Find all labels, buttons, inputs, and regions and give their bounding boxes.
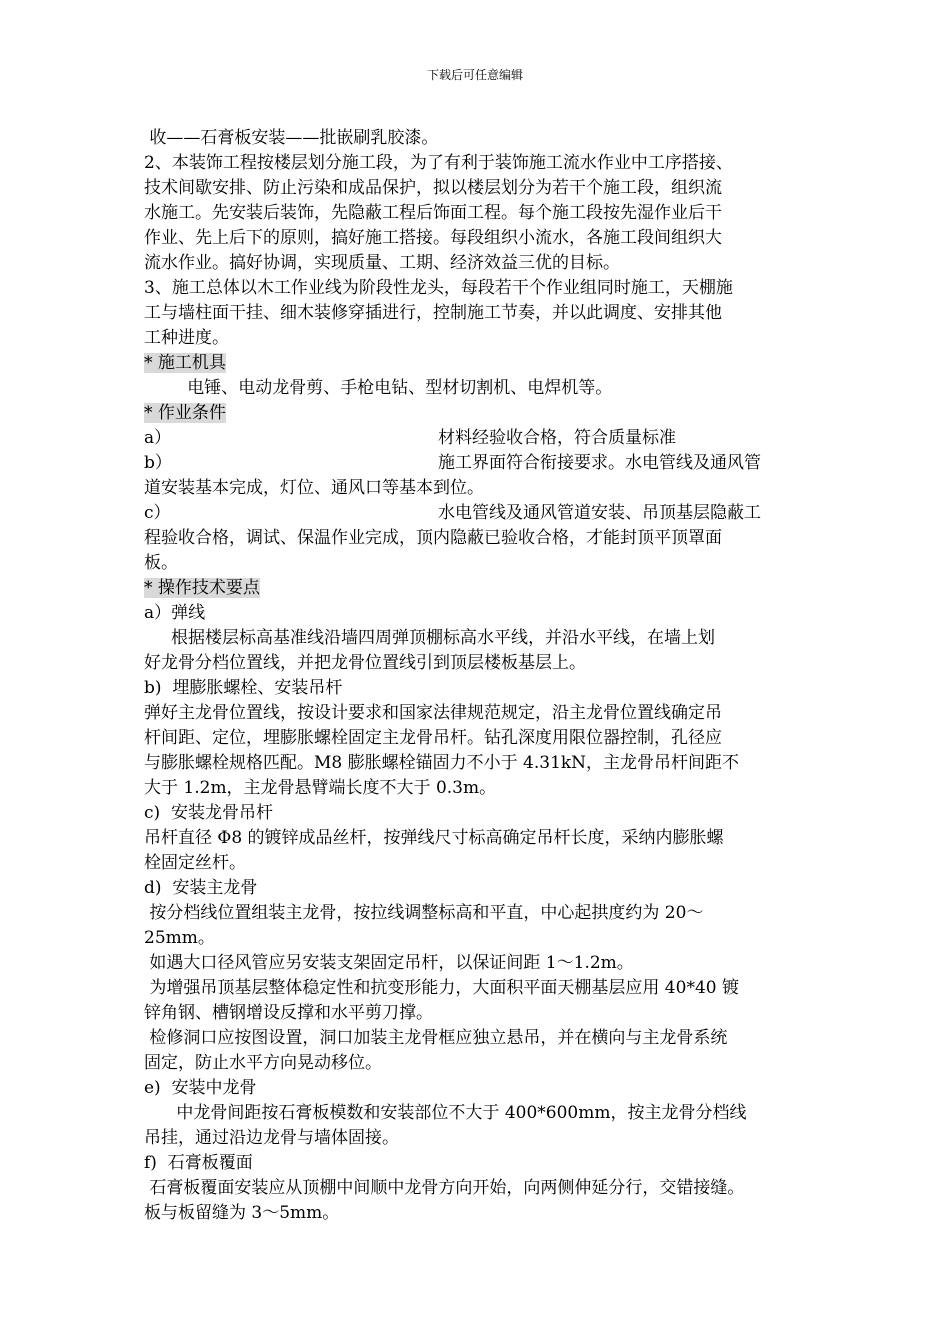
text-line <box>144 451 814 476</box>
line-text: 检修洞口应按图设置，洞口加装主龙骨框应独立悬吊，并在横向与主龙骨系统 <box>144 1028 728 1048</box>
line-text: 道安装基本完成，灯位、通风口等基本到位。 <box>144 478 484 498</box>
text-line <box>144 1001 814 1026</box>
text-line <box>144 751 814 776</box>
list-label: b） <box>144 453 172 473</box>
text-line <box>144 826 814 851</box>
line-text: 3、施工总体以木工作业线为阶段性龙头，每段若干个作业组同时施工，天棚施 <box>144 278 733 298</box>
text-line <box>144 1076 814 1101</box>
text-line <box>144 801 814 826</box>
line-text: 水电管线及通风管道安装、吊顶基层隐蔽工 <box>438 503 761 523</box>
text-line <box>144 651 814 676</box>
line-text: 锌角钢、槽钢增设反撑和水平剪刀撑。 <box>144 1003 433 1023</box>
text-line <box>144 551 814 576</box>
text-line <box>144 676 814 701</box>
line-text: 流水作业。搞好协调，实现质量、工期、经济效益三优的目标。 <box>144 253 620 273</box>
line-text: 杆间距、定位，埋膨胀螺栓固定主龙骨吊杆。钻孔深度用限位器控制，孔径应 <box>144 728 722 748</box>
section-heading: * 施工机具 <box>144 353 226 373</box>
text-line <box>144 1026 814 1051</box>
text-line <box>144 1201 814 1226</box>
line-text: 为增强吊顶基层整体稳定性和抗变形能力，大面积平面天棚基层应用 40*40 镀 <box>144 978 739 998</box>
line-text: a）弹线 <box>144 603 206 623</box>
text-line <box>144 601 814 626</box>
list-label: a） <box>144 428 172 448</box>
text-line <box>144 426 814 451</box>
section-heading: * 操作技术要点 <box>144 578 260 598</box>
line-text: 材料经验收合格，符合质量标准 <box>438 428 676 448</box>
text-line <box>144 1176 814 1201</box>
text-line <box>144 901 814 926</box>
line-text: 板与板留缝为 3～5mm。 <box>144 1203 340 1223</box>
line-text: 电锤、电动龙骨剪、手枪电钻、型材切割机、电焊机等。 <box>144 378 613 398</box>
line-text: c) 安装龙骨吊杆 <box>144 803 273 823</box>
line-text: 25mm。 <box>144 928 215 948</box>
line-text: 工种进度。 <box>144 328 229 348</box>
text-line <box>144 201 814 226</box>
text-line <box>144 851 814 876</box>
text-line <box>144 951 814 976</box>
line-text: 按分档线位置组装主龙骨，按拉线调整标高和平直，中心起拱度约为 20～ <box>144 903 704 923</box>
text-line <box>144 726 814 751</box>
text-line <box>144 276 814 301</box>
text-line <box>144 301 814 326</box>
text-line <box>144 1051 814 1076</box>
page-header: 下载后可任意编辑 <box>426 68 523 82</box>
line-text: 程验收合格，调试、保温作业完成，顶内隐蔽已验收合格，才能封顶平顶罩面 <box>144 528 722 548</box>
line-text: 吊挂，通过沿边龙骨与墙体固接。 <box>144 1128 399 1148</box>
line-text: 作业、先上后下的原则，搞好施工搭接。每段组织小流水，各施工段间组织大 <box>144 228 722 248</box>
text-line <box>144 976 814 1001</box>
text-line <box>144 226 814 251</box>
text-line <box>144 151 814 176</box>
text-line <box>144 176 814 201</box>
section-heading: * 作业条件 <box>144 403 226 423</box>
document-body <box>144 126 814 1226</box>
text-line <box>144 526 814 551</box>
line-text: 好龙骨分档位置线，并把龙骨位置线引到顶层楼板基层上。 <box>144 653 586 673</box>
line-text: f) 石膏板覆面 <box>144 1153 253 1173</box>
line-text: 水施工。先安装后装饰，先隐蔽工程后饰面工程。每个施工段按先湿作业后干 <box>144 203 722 223</box>
line-text: b) 埋膨胀螺栓、安装吊杆 <box>144 678 343 698</box>
line-text: 吊杆直径 Φ8 的镀锌成品丝杆，按弹线尺寸标高确定吊杆长度，采纳内膨胀螺 <box>144 828 724 848</box>
line-text: 弹好主龙骨位置线，按设计要求和国家法律规范规定，沿主龙骨位置线确定吊 <box>144 703 722 723</box>
text-line <box>144 376 814 401</box>
text-line <box>144 776 814 801</box>
line-text: 技术间歇安排、防止污染和成品保护，拟以楼层划分为若干个施工段，组织流 <box>144 178 722 198</box>
text-line <box>144 926 814 951</box>
text-line <box>144 326 814 351</box>
line-text: 如遇大口径风管应另安装支架固定吊杆，以保证间距 1～1.2m。 <box>144 953 634 973</box>
line-text: 施工界面符合衔接要求。水电管线及通风管 <box>438 453 761 473</box>
text-line <box>144 576 814 601</box>
line-text: d) 安装主龙骨 <box>144 878 258 898</box>
text-line <box>144 251 814 276</box>
text-line <box>144 401 814 426</box>
line-text: 根据楼层标高基准线沿墙四周弹顶棚标高水平线，并沿水平线，在墙上划 <box>144 628 716 648</box>
line-text: 板。 <box>144 553 178 573</box>
line-text: 中龙骨间距按石膏板模数和安装部位不大于 400*600mm，按主龙骨分档线 <box>144 1103 747 1123</box>
text-line <box>144 351 814 376</box>
line-text: 栓固定丝杆。 <box>144 853 246 873</box>
text-line <box>144 476 814 501</box>
line-text: 大于 1.2m，主龙骨悬臂端长度不大于 0.3m。 <box>144 778 497 798</box>
list-label: c） <box>144 503 171 523</box>
text-line <box>144 1101 814 1126</box>
text-line <box>144 501 814 526</box>
line-text: e) 安装中龙骨 <box>144 1078 257 1098</box>
line-text: 固定，防止水平方向晃动移位。 <box>144 1053 382 1073</box>
text-line <box>144 1151 814 1176</box>
line-text: 收——石膏板安装——批嵌刷乳胶漆。 <box>144 128 439 148</box>
text-line <box>144 876 814 901</box>
line-text: 2、本装饰工程按楼层划分施工段，为了有利于装饰施工流水作业中工序搭接、 <box>144 153 733 173</box>
line-text: 石膏板覆面安装应从顶棚中间顺中龙骨方向开始，向两侧伸延分行，交错接缝。 <box>144 1178 745 1198</box>
text-line <box>144 626 814 651</box>
line-text: 与膨胀螺栓规格匹配。M8 膨胀螺栓锚固力不小于 4.31kN，主龙骨吊杆间距不 <box>144 753 740 773</box>
text-line <box>144 1126 814 1151</box>
text-line <box>144 701 814 726</box>
line-text: 工与墙柱面干挂、细木装修穿插进行，控制施工节奏，并以此调度、安排其他 <box>144 303 722 323</box>
text-line <box>144 126 814 151</box>
